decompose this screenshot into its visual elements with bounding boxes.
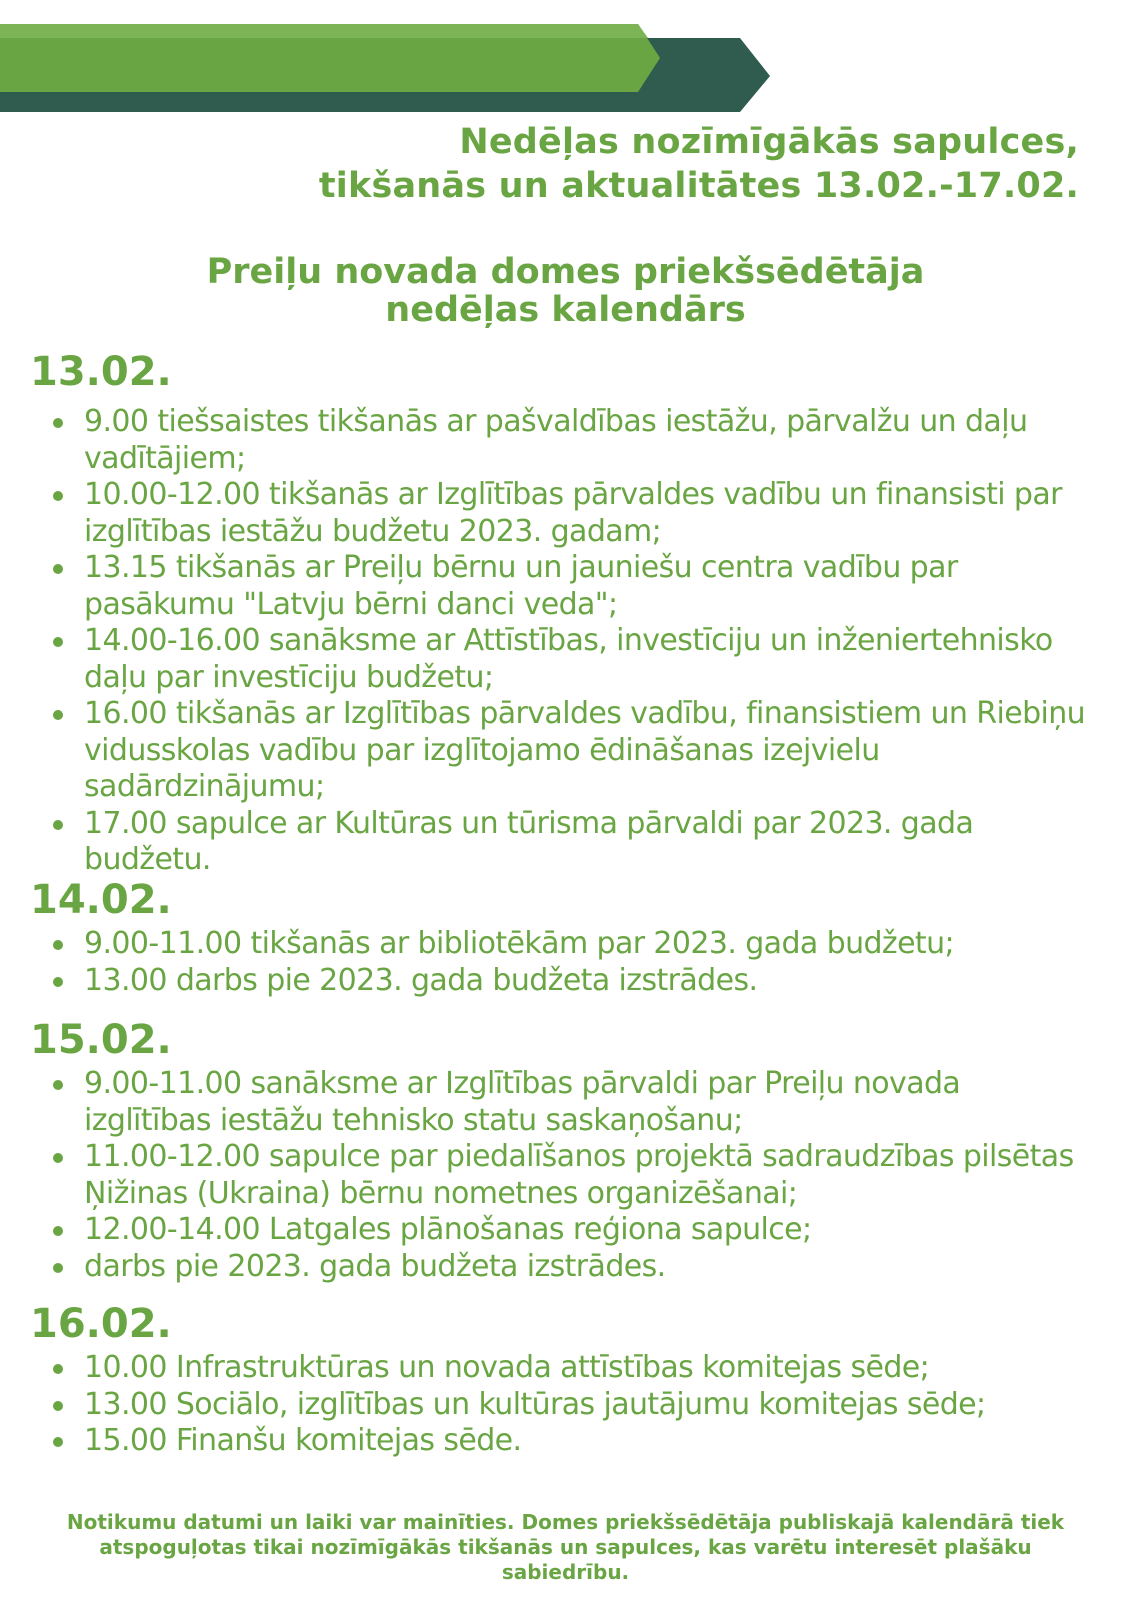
list-item: darbs pie 2023. gada budžeta izstrādes. bbox=[0, 1249, 1131, 1286]
header-banner bbox=[0, 0, 1131, 120]
disclaimer-note: Notikumu datumi un laiki var mainīties. Domes priekšsēdētāja publiskajā kalendārā tiek atspoguļotas tikai nozīmīgākās tikšanās un sapulces, kas varētu interesēt plašāku sabiedrību. bbox=[66, 1510, 1065, 1584]
day-event-list bbox=[0, 1350, 1131, 1460]
day-event-list bbox=[0, 926, 1131, 999]
day-date: 16.02. bbox=[30, 1301, 172, 1347]
day-event-list bbox=[0, 404, 1131, 879]
list-item: 9.00 tiešsaistes tikšanās ar pašvaldības iestāžu, pārvalžu un daļu vadītājiem; bbox=[0, 404, 1131, 477]
banner-highlight bbox=[0, 24, 648, 38]
day-date: 14.02. bbox=[30, 877, 172, 923]
list-item: 10.00 Infrastruktūras un novada attīstības komitejas sēde; bbox=[0, 1350, 1131, 1387]
calendar-subtitle bbox=[0, 253, 1131, 329]
list-item: 12.00-14.00 Latgales plānošanas reģiona sapulce; bbox=[0, 1212, 1131, 1249]
list-item: 9.00-11.00 tikšanās ar bibliotēkām par 2023. gada budžetu; bbox=[0, 926, 1131, 963]
list-item: 14.00-16.00 sanāksme ar Attīstības, investīciju un inženiertehnisko daļu par investīciju budžetu; bbox=[0, 623, 1131, 696]
list-item: 11.00-12.00 sapulce par piedalīšanos projektā sadraudzības pilsētas Ņižinas (Ukraina) bērnu nometnes organizēšanai; bbox=[0, 1139, 1131, 1212]
list-item: 13.00 darbs pie 2023. gada budžeta izstrādes. bbox=[0, 963, 1131, 1000]
list-item: 13.15 tikšanās ar Preiļu bērnu un jauniešu centra vadību par pasākumu "Latvju bērni danci veda"; bbox=[0, 550, 1131, 623]
page-title bbox=[179, 120, 1079, 208]
day-date: 15.02. bbox=[30, 1017, 172, 1063]
list-item: 16.00 tikšanās ar Izglītības pārvaldes vadību, finansistiem un Riebiņu vidusskolas vadību par izglītojamo ēdināšanas izejvielu sadārdzinājumu; bbox=[0, 696, 1131, 806]
list-item: 17.00 sapulce ar Kultūras un tūrisma pārvaldi par 2023. gada budžetu. bbox=[0, 806, 1131, 879]
day-section-13-02 bbox=[0, 350, 1131, 879]
subtitle-line2: nedēļas kalendārs bbox=[385, 290, 746, 330]
day-event-list bbox=[0, 1066, 1131, 1285]
list-item: 9.00-11.00 sanāksme ar Izglītības pārvaldi par Preiļu novada izglītības iestāžu tehnisko statu saskaņošanu; bbox=[0, 1066, 1131, 1139]
list-item: 15.00 Finanšu komitejas sēde. bbox=[0, 1423, 1131, 1460]
day-date: 13.02. bbox=[30, 349, 172, 395]
day-section-14-02 bbox=[0, 878, 1131, 999]
day-section-16-02 bbox=[0, 1302, 1131, 1460]
day-section-15-02 bbox=[0, 1018, 1131, 1285]
page-title-line1: Nedēļas nozīmīgākās sapulces, bbox=[459, 122, 1079, 162]
subtitle-line1: Preiļu novada domes priekšsēdētāja bbox=[206, 252, 925, 292]
page-title-line2: tikšanās un aktualitātes 13.02.-17.02. bbox=[318, 166, 1079, 206]
list-item: 10.00-12.00 tikšanās ar Izglītības pārvaldes vadību un finansisti par izglītības iestāžu budžetu 2023. gadam; bbox=[0, 477, 1131, 550]
list-item: 13.00 Sociālo, izglītības un kultūras jautājumu komitejas sēde; bbox=[0, 1387, 1131, 1424]
